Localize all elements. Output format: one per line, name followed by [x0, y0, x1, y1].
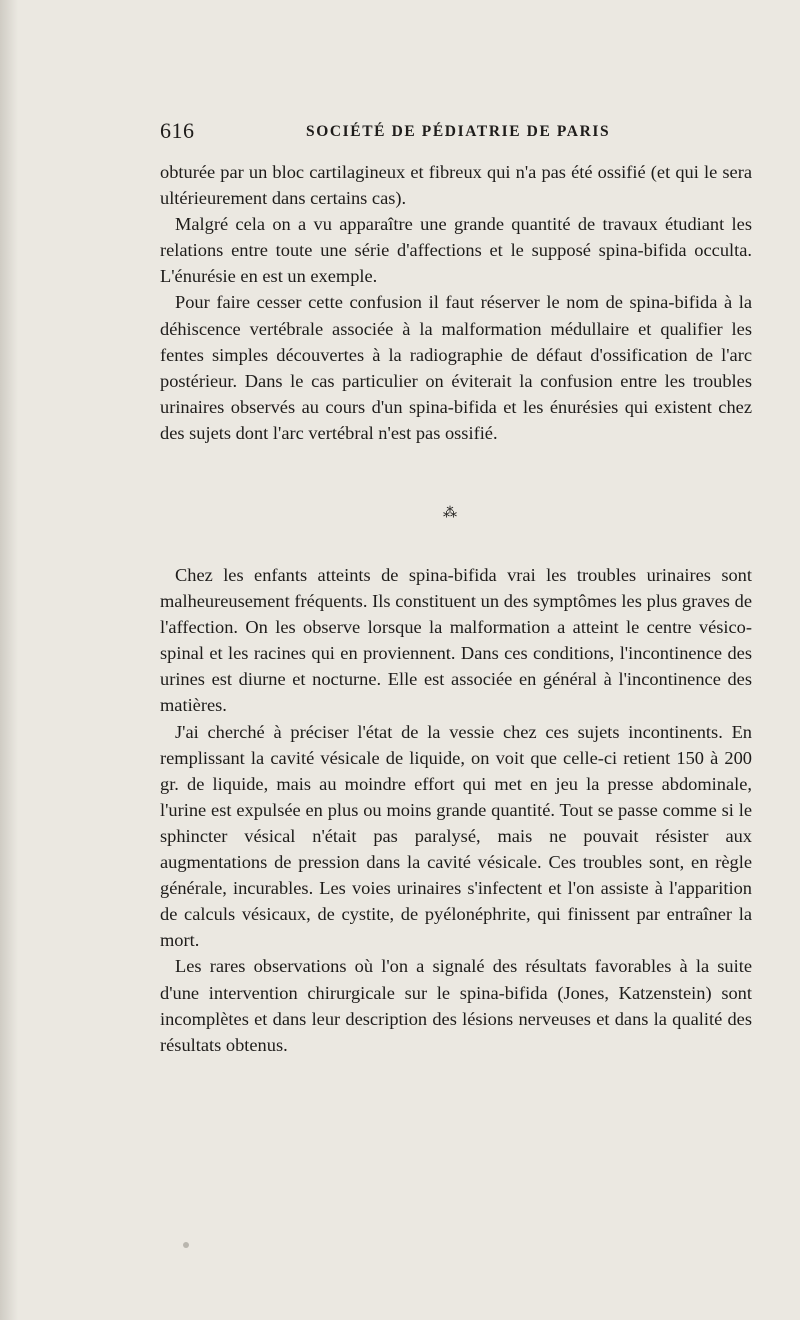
text-block-1 — [160, 159, 752, 446]
paragraph: J'ai cherché à préciser l'état de la vessie chez ces sujets incontinents. En remplissant la cavité vésicale de liquide, on voit que celle-ci retient 150 à 200 gr. de liquide, mais au moindre effort qui met en jeu la presse abdominale, l'urine est expulsée en plus ou moins grande quantité. Tout se passe comme si le sphincter vésical n'était pas paralysé, mais ne pouvait résister aux augmentations de pression dans la cavité vésicale. Ces troubles sont, en règle générale, incurables. Les voies urinaires s'infectent et l'on assiste à l'apparition de calculs vésicaux, de cystite, de pyélonéphrite, qui finissent par entraîner la mort. — [160, 721, 752, 951]
running-title: SOCIÉTÉ DE PÉDIATRIE DE PARIS — [306, 123, 611, 140]
page-header — [160, 118, 760, 148]
paragraph: Chez les enfants atteints de spina-bifida vrai les troubles urinaires sont malheureusement fréquents. Ils constituent un des symptômes les plus graves de l'affection. On les observe lorsque la malformation a atteint le centre vésico-spinal et les racines qui en proviennent. Dans ces conditions, l'incontinence des urines est diurne et nocturne. Elle est associée en général à l'incontinence des matières. — [160, 565, 752, 716]
page-speck — [183, 1242, 189, 1248]
paragraph: Malgré cela on a vu apparaître une grande quantité de travaux étudiant les relations entre toute une série d'affections et le supposé spina-bifida occulta. L'énurésie en est un exemple. — [160, 214, 752, 287]
paragraph-continuation: obturée par un bloc cartilagineux et fibreux qui n'a pas été ossifié (et qui le sera ultérieurement dans certains cas). — [160, 162, 752, 209]
text-block-2 — [160, 562, 752, 1058]
page-number: 616 — [160, 118, 195, 143]
paragraph: Pour faire cesser cette confusion il faut réserver le nom de spina-bifida à la déhiscence vertébrale associée à la malformation médullaire et qualifier les fentes simples découvertes à la radiographie de défaut d'ossification de l'arc postérieur. Dans le cas particulier on éviterait la confusion entre les troubles urinaires observés au cours d'un spina-bifida et les énurésies qui existent chez des sujets dont l'arc vertébral n'est pas ossifié. — [160, 292, 752, 443]
paragraph: Les rares observations où l'on a signalé des résultats favorables à la suite d'une intervention chirurgicale sur le spina-bifida (Jones, Katzenstein) sont incomplètes et dans leur description des lésions nerveuses et dans la qualité des résultats obtenus. — [160, 956, 752, 1055]
asterism-separator: ⁂ — [443, 506, 457, 521]
page-gutter-shadow — [0, 0, 18, 1320]
